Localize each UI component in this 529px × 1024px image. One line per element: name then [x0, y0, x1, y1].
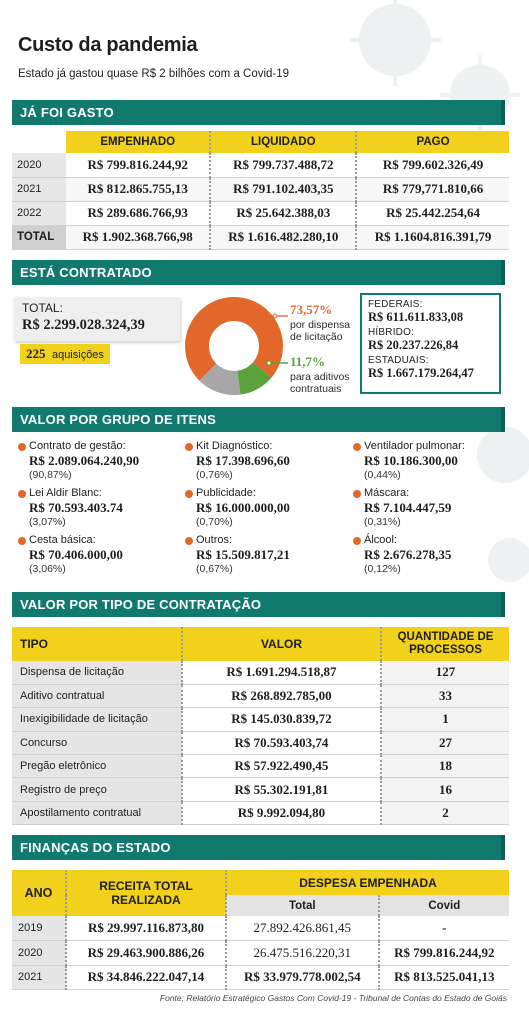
- table-row: [12, 778, 509, 801]
- table-cell: Dispensa de licitação: [12, 661, 182, 684]
- item-pct: (0,31%): [364, 516, 401, 528]
- breakdown-label: HÍBRIDO:: [368, 327, 415, 338]
- item-entry: [353, 534, 518, 576]
- bullet-dot: [185, 443, 193, 451]
- breakdown-value: R$ 1.667.179.264,47: [368, 366, 474, 380]
- bullet-dot: [18, 443, 26, 451]
- bullet-dot: [353, 490, 361, 498]
- column-header: LIQUIDADO: [210, 131, 356, 153]
- table-cell: R$ 25.442.254,64: [356, 201, 509, 225]
- item-pct: (0,12%): [364, 563, 401, 575]
- table-row: [12, 916, 509, 941]
- item-name: Outros:: [196, 534, 233, 546]
- table-cell: R$ 55.302.191,81: [182, 778, 381, 801]
- table-cell: 27.892.426.861,45: [226, 916, 379, 941]
- table-cell: R$ 25.642.388,03: [210, 201, 356, 225]
- column-header: EMPENHADO: [66, 131, 210, 153]
- table-cell: R$ 1.616.482.280,10: [210, 225, 356, 249]
- column-header: TIPO: [12, 627, 182, 661]
- row-label: 2022: [12, 201, 66, 225]
- section-header-financas: FINANÇAS DO ESTADO: [12, 835, 505, 860]
- page-subtitle: Estado já gastou quase R$ 2 bilhões com a Covid-19: [18, 68, 290, 80]
- table-cell: 2: [381, 801, 509, 824]
- table-cell: R$ 57.922.490,45: [182, 755, 381, 778]
- table-cell: R$ 799.816.244,92: [66, 153, 210, 177]
- item-pct: (0,76%): [196, 469, 233, 481]
- item-entry: [185, 440, 350, 482]
- table-row: [12, 684, 509, 707]
- item-name: Álcool:: [364, 534, 398, 546]
- table-cell: R$ 289.686.766,93: [66, 201, 210, 225]
- item-pct: (0,70%): [196, 516, 233, 528]
- item-value: R$ 70.593.403.74: [29, 500, 123, 515]
- column-subheader: Covid: [379, 895, 509, 916]
- table-cell: R$ 29.463.900.886,26: [66, 941, 226, 966]
- table-cell: Aditivo contratual: [12, 684, 182, 707]
- donut-leader-lines: [255, 308, 295, 368]
- breakdown-label: FEDERAIS:: [368, 299, 423, 310]
- row-label: TOTAL: [12, 225, 66, 249]
- item-name: Contrato de gestão:: [29, 440, 126, 452]
- table-row-total: [12, 225, 509, 249]
- table-cell: R$ 34.846.222.047,14: [66, 965, 226, 990]
- row-label: 2020: [12, 153, 66, 177]
- table-cell: R$ 799.602.326,49: [356, 153, 509, 177]
- table-cell: 16: [381, 778, 509, 801]
- table-row: [12, 941, 509, 966]
- table-row: [12, 153, 509, 177]
- section-header-grupo-itens: VALOR POR GRUPO DE ITENS: [12, 407, 505, 432]
- table-cell: 27: [381, 731, 509, 754]
- bullet-dot: [18, 490, 26, 498]
- aquisicoes-text: aquisições: [51, 349, 104, 361]
- column-header: ANO: [12, 870, 66, 916]
- table-corner: [12, 131, 66, 153]
- item-entry: [185, 534, 350, 576]
- column-header: RECEITA TOTAL REALIZADA: [66, 870, 226, 916]
- item-value: R$ 16.000.000,00: [196, 500, 290, 515]
- bullet-dot: [353, 443, 361, 451]
- column-header: PAGO: [356, 131, 509, 153]
- breakdown-value: R$ 20.237.226,84: [368, 338, 459, 352]
- total-box: [14, 297, 180, 341]
- slice-desc-dispensa: [290, 319, 350, 343]
- table-cell: R$ 33.979.778.002,54: [226, 965, 379, 990]
- tipo-contratacao-table: [12, 627, 509, 825]
- slice-desc-aditivos: [290, 371, 350, 395]
- item-pct: (0,67%): [196, 563, 233, 575]
- column-header: VALOR: [182, 627, 381, 661]
- table-cell: R$ 1.1604.816.391,79: [356, 225, 509, 249]
- table-row: [12, 801, 509, 824]
- item-value: R$ 17.398.696,60: [196, 453, 290, 468]
- table-cell: R$ 145.030.839,72: [182, 708, 381, 731]
- total-value: R$ 2.299.028.324,39: [22, 317, 145, 333]
- row-label: 2019: [12, 916, 66, 941]
- item-value: R$ 2.089.064.240,90: [29, 453, 140, 468]
- column-header: DESPESA EMPENHADA: [226, 870, 509, 895]
- table-row: [12, 177, 509, 201]
- aquisicoes-badge: [20, 344, 110, 364]
- item-name: Cesta básica:: [29, 534, 96, 546]
- table-row: [12, 201, 509, 225]
- source-credit: Fonte: Relatório Estratégico Gastos Com Covid-19 - Tribunal de Contas do Estado de Goiás: [159, 993, 507, 1003]
- breakdown-label: ESTADUAIS:: [368, 355, 429, 366]
- financas-table: [12, 870, 509, 990]
- row-label: 2020: [12, 941, 66, 966]
- slice-desc-line: de licitação: [290, 331, 343, 343]
- table-cell: R$ 812.865.755,13: [66, 177, 210, 201]
- table-cell: Pregão eletrônico: [12, 755, 182, 778]
- table-cell: R$ 268.892.785,00: [182, 684, 381, 707]
- column-subheader: Total: [226, 895, 379, 916]
- table-cell: 18: [381, 755, 509, 778]
- table-cell: 26.475.516.220,31: [226, 941, 379, 966]
- slice-desc-line: para aditivos: [290, 371, 350, 383]
- table-row: [12, 731, 509, 754]
- total-label: TOTAL:: [22, 301, 63, 315]
- table-cell: R$ 1.902.368.766,98: [66, 225, 210, 249]
- bullet-dot: [185, 537, 193, 545]
- table-cell: R$ 791.102.403,35: [210, 177, 356, 201]
- item-value: R$ 10.186.300,00: [364, 453, 458, 468]
- item-value: R$ 7.104.447,59: [364, 500, 452, 515]
- bullet-dot: [18, 537, 26, 545]
- table-cell: Registro de preço: [12, 778, 182, 801]
- item-pct: (3,07%): [29, 516, 66, 528]
- aquisicoes-count: 225: [26, 346, 46, 361]
- table-row: [12, 708, 509, 731]
- row-label: 2021: [12, 177, 66, 201]
- item-entry: [353, 440, 518, 482]
- item-name: Kit Diagnóstico:: [196, 440, 273, 452]
- table-cell: R$ 1.691.294.518,87: [182, 661, 381, 684]
- slice-desc-line: contratuais: [290, 383, 342, 395]
- slice-label-dispensa: 73,57%: [290, 302, 333, 317]
- table-row: [12, 965, 509, 990]
- slice-label-aditivos: 11,7%: [290, 354, 326, 369]
- item-name: Ventilador pulmonar:: [364, 440, 465, 452]
- table-row: [12, 661, 509, 684]
- table-cell: R$ 9.992.094,80: [182, 801, 381, 824]
- ja-foi-gasto-table: [12, 131, 509, 250]
- item-entry: [185, 487, 350, 529]
- column-header: QUANTIDADE DE PROCESSOS: [381, 627, 509, 661]
- table-cell: R$ 813.525.041,13: [379, 965, 509, 990]
- table-cell: 127: [381, 661, 509, 684]
- item-pct: (0,44%): [364, 469, 401, 481]
- item-name: Publicidade:: [196, 487, 256, 499]
- table-cell: Concurso: [12, 731, 182, 754]
- slice-desc-line: por dispensa: [290, 319, 351, 331]
- table-cell: Apostilamento contratual: [12, 801, 182, 824]
- item-value: R$ 15.509.817,21: [196, 547, 290, 562]
- row-label: 2021: [12, 965, 66, 990]
- item-entry: [18, 487, 183, 529]
- section-header-esta-contratado: ESTÁ CONTRATADO: [12, 260, 505, 285]
- table-cell: R$ 70.593.403,74: [182, 731, 381, 754]
- item-pct: (3,06%): [29, 563, 66, 575]
- bullet-dot: [353, 537, 361, 545]
- item-entry: [353, 487, 518, 529]
- item-name: Lei Aldir Blanc:: [29, 487, 102, 499]
- item-name: Máscara:: [364, 487, 410, 499]
- item-entry: [18, 440, 183, 482]
- item-value: R$ 2.676.278,35: [364, 547, 452, 562]
- table-row: [12, 755, 509, 778]
- item-pct: (90,87%): [29, 469, 72, 481]
- esfera-breakdown-box: [360, 293, 501, 394]
- table-cell: R$ 779,771.810,66: [356, 177, 509, 201]
- section-header-ja-foi-gasto: JÁ FOI GASTO: [12, 100, 505, 125]
- table-cell: 33: [381, 684, 509, 707]
- table-cell: -: [379, 916, 509, 941]
- bullet-dot: [185, 490, 193, 498]
- table-cell: R$ 799.816.244,92: [379, 941, 509, 966]
- item-value: R$ 70.406.000,00: [29, 547, 123, 562]
- table-cell: R$ 29.997.116.873,80: [66, 916, 226, 941]
- breakdown-value: R$ 611.611.833,08: [368, 310, 464, 324]
- table-cell: R$ 799.737.488,72: [210, 153, 356, 177]
- table-cell: Inexigibilidade de licitação: [12, 708, 182, 731]
- table-cell: 1: [381, 708, 509, 731]
- page-title: Custo da pandemia: [18, 34, 198, 56]
- item-entry: [18, 534, 183, 576]
- section-header-tipo-contratacao: VALOR POR TIPO DE CONTRATAÇÃO: [12, 592, 505, 617]
